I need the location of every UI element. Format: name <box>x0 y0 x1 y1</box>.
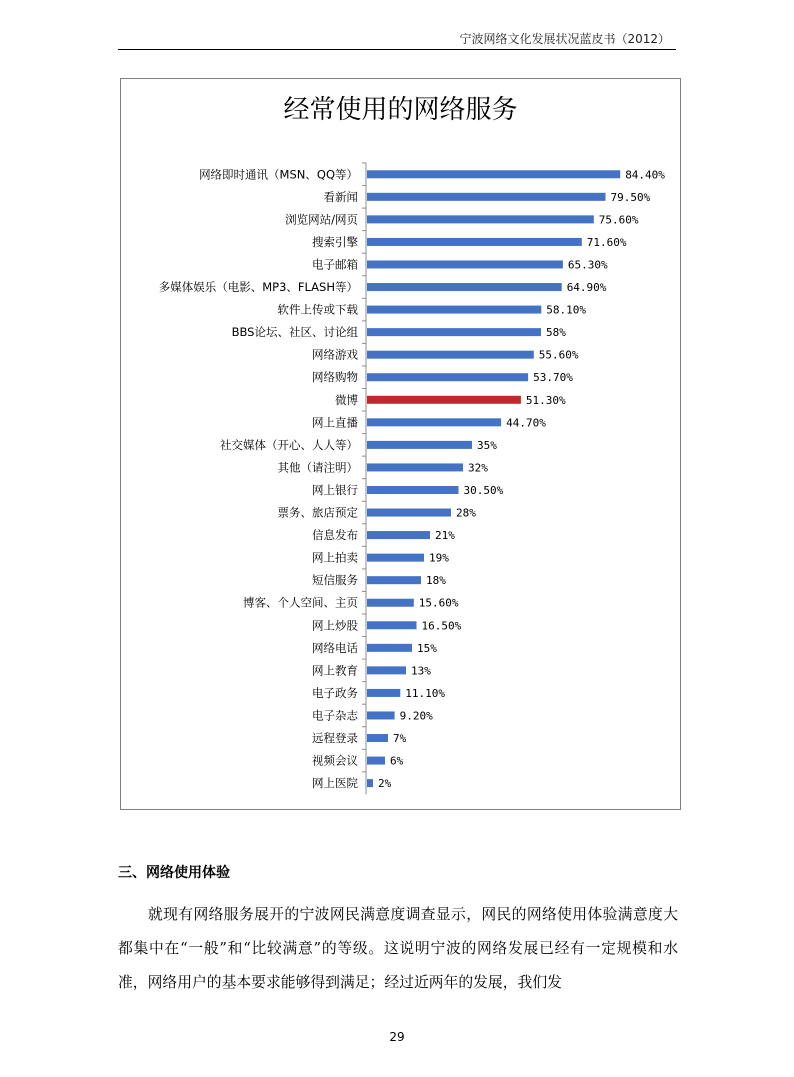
data-label: 58% <box>546 326 566 340</box>
bar <box>367 554 424 562</box>
bar <box>367 215 594 223</box>
data-label: 21% <box>435 529 455 543</box>
section-heading: 三、网络使用体验 <box>118 865 230 881</box>
bar <box>367 238 582 246</box>
body-paragraph: 就现有网络服务展开的宁波网民满意度调查显示，网民的网络使用体验满意度大都集中在“一般”和“比较满意”的等级。这说明宁波的网络发展已经有一定规模和水准，网络用户的基本要求能够得到满足；经过近两年的发展，我们发 <box>118 906 678 991</box>
data-label: 30.50% <box>463 483 504 497</box>
data-label: 2% <box>378 777 392 791</box>
category-label: 票务、旅店预定 <box>277 505 358 520</box>
category-label: 搜索引擎 <box>312 234 358 249</box>
category-label: 多媒体娱乐（电影、MP3、FLASH等） <box>158 280 358 295</box>
data-label: 35% <box>477 438 497 452</box>
chart-frame <box>120 78 681 810</box>
category-label: 网络即时通讯（MSN、QQ等） <box>199 167 358 182</box>
category-label: 微博 <box>335 392 358 407</box>
bar <box>367 418 501 426</box>
bar <box>367 193 606 201</box>
data-label: 6% <box>390 754 404 768</box>
category-label: 网上炒股 <box>312 618 358 633</box>
data-label: 55.60% <box>538 348 579 362</box>
header-rule <box>118 49 676 50</box>
data-label: 58.10% <box>546 303 587 317</box>
category-label: 网上医院 <box>312 776 358 791</box>
data-label: 28% <box>456 506 476 520</box>
bar <box>367 170 620 178</box>
bar <box>367 463 463 471</box>
bar <box>367 396 521 404</box>
data-label: 84.40% <box>625 168 665 182</box>
running-header: 宁波网络文化发展状况蓝皮书（2012） <box>459 32 670 46</box>
bar <box>367 509 451 517</box>
bar-chart <box>121 79 680 809</box>
data-label: 9.20% <box>399 709 433 723</box>
bar <box>367 441 472 449</box>
category-label: 网上教育 <box>312 663 358 678</box>
data-label: 32% <box>468 461 488 475</box>
data-label: 15.60% <box>418 596 459 610</box>
category-label: 信息发布 <box>312 528 358 543</box>
bar <box>367 328 541 336</box>
data-label: 71.60% <box>586 235 627 249</box>
data-label: 13% <box>411 664 431 678</box>
bar <box>367 689 400 697</box>
bar <box>367 711 395 719</box>
category-label: 短信服务 <box>312 573 358 588</box>
category-label: 远程登录 <box>312 731 358 746</box>
category-label: 网上拍卖 <box>312 550 358 565</box>
data-label: 44.70% <box>506 416 546 430</box>
category-label: 网络购物 <box>312 370 358 385</box>
category-label: 浏览网站/网页 <box>285 212 358 227</box>
category-label: 博客、个人空间、主页 <box>243 595 358 610</box>
category-label: 视频会议 <box>312 753 358 768</box>
data-label: 18% <box>426 574 446 588</box>
bar <box>367 666 406 674</box>
bar <box>367 260 563 268</box>
data-label: 11.10% <box>405 686 446 700</box>
category-label: 网络电话 <box>312 640 358 655</box>
category-label: 看新闻 <box>323 189 358 204</box>
category-label: 网上直播 <box>312 415 358 430</box>
category-label: 其他（请注明） <box>277 460 358 475</box>
bar <box>367 779 373 787</box>
category-label: BBS论坛、社区、讨论组 <box>231 325 358 340</box>
data-label: 7% <box>393 732 407 746</box>
data-label: 75.60% <box>598 213 639 227</box>
bar <box>367 734 388 742</box>
page-number: 29 <box>389 1030 405 1044</box>
data-label: 51.30% <box>525 393 566 407</box>
bar <box>367 757 385 765</box>
category-label: 电子政务 <box>312 685 358 700</box>
category-label: 软件上传或下载 <box>277 302 358 317</box>
bar <box>367 283 562 291</box>
data-label: 64.90% <box>566 281 607 295</box>
data-label: 16.50% <box>421 619 462 633</box>
data-label: 53.70% <box>533 371 573 385</box>
bar <box>367 531 430 539</box>
bar <box>367 621 417 629</box>
bar <box>367 373 528 381</box>
data-label: 19% <box>429 551 449 565</box>
bar <box>367 351 534 359</box>
category-label: 电子邮箱 <box>312 257 358 272</box>
data-label: 79.50% <box>610 190 651 204</box>
chart-title: 经常使用的网络服务 <box>283 95 518 125</box>
data-label: 65.30% <box>567 258 608 272</box>
bar <box>367 486 459 494</box>
bar <box>367 576 421 584</box>
bar <box>367 599 414 607</box>
category-label: 网上银行 <box>312 482 358 497</box>
bar <box>367 644 412 652</box>
bar <box>367 306 541 314</box>
category-label: 社交媒体（开心、人人等） <box>220 437 358 452</box>
data-label: 15% <box>417 641 437 655</box>
category-label: 电子杂志 <box>312 708 358 723</box>
category-label: 网络游戏 <box>312 347 358 362</box>
